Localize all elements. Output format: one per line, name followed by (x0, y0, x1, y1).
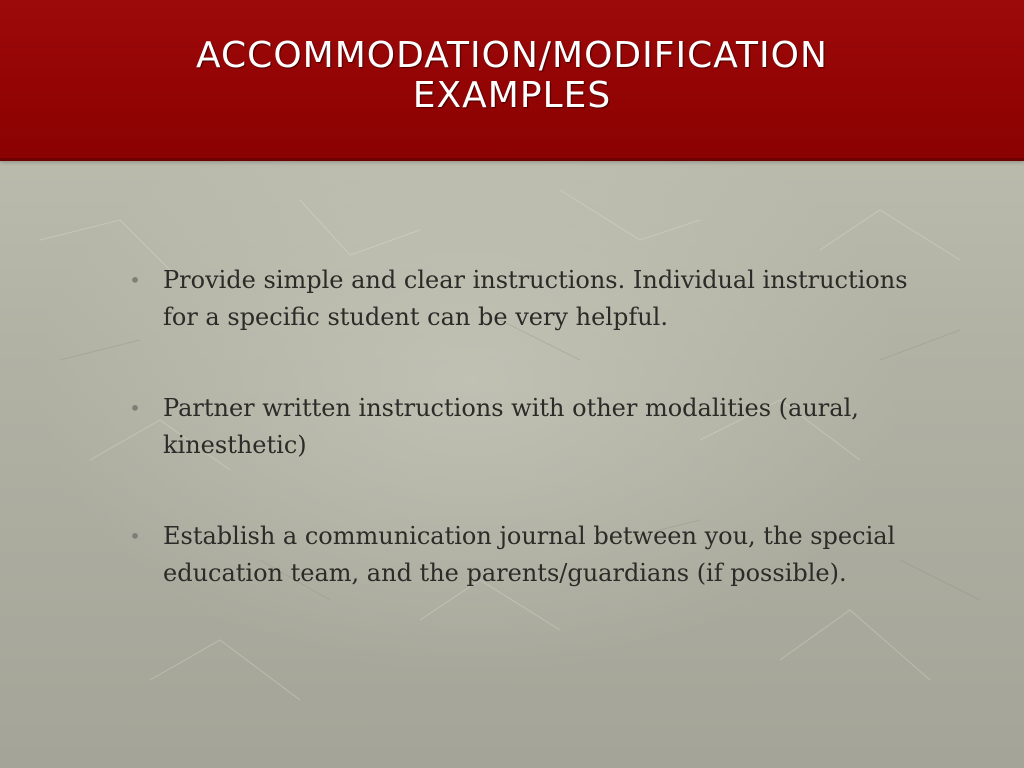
bullet-list (128, 262, 928, 646)
bullet-item (128, 390, 928, 464)
bullet-text: Partner written instructions with other modalities (aural, kinesthetic) (163, 394, 859, 459)
bullet-dot-icon: • (129, 396, 141, 420)
bullet-item (128, 262, 928, 336)
title-band-edge (0, 158, 1024, 161)
bullet-text: Establish a communication journal between you, the special education team, and the parents/guardians (if possible). (163, 522, 896, 587)
bullet-dot-icon: • (129, 524, 141, 548)
slide-title-line-2: EXAMPLES (412, 75, 612, 116)
bullet-dot-icon: • (129, 268, 141, 292)
bullet-item (128, 518, 928, 592)
bullet-text: Provide simple and clear instructions. Individual instructions for a specific student can be very helpful. (163, 266, 908, 331)
slide-title-line-1: ACCOMMODATION/MODIFICATION (196, 35, 828, 76)
slide-title (60, 36, 964, 116)
